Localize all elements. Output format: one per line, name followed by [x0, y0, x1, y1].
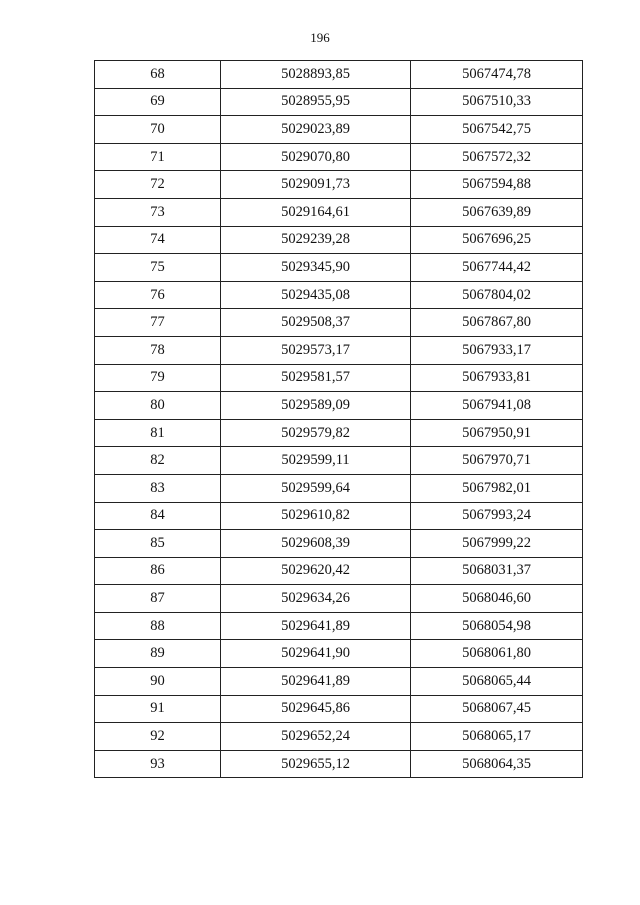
point-number-cell: 93 [95, 750, 221, 778]
table-row [95, 226, 583, 254]
table-row [95, 750, 583, 778]
y-coordinate-cell: 5067950,91 [411, 419, 583, 447]
x-coordinate-cell: 5029620,42 [221, 557, 411, 585]
x-coordinate-cell: 5029652,24 [221, 723, 411, 751]
x-coordinate-cell: 5029641,89 [221, 612, 411, 640]
point-number-cell: 69 [95, 88, 221, 116]
x-coordinate-cell: 5029164,61 [221, 198, 411, 226]
point-number-cell: 84 [95, 502, 221, 530]
y-coordinate-cell: 5067867,80 [411, 309, 583, 337]
coordinates-table-body [95, 61, 583, 778]
y-coordinate-cell: 5067639,89 [411, 198, 583, 226]
table-row [95, 61, 583, 89]
y-coordinate-cell: 5068031,37 [411, 557, 583, 585]
x-coordinate-cell: 5028955,95 [221, 88, 411, 116]
x-coordinate-cell: 5029589,09 [221, 392, 411, 420]
point-number-cell: 82 [95, 447, 221, 475]
point-number-cell: 86 [95, 557, 221, 585]
x-coordinate-cell: 5029579,82 [221, 419, 411, 447]
y-coordinate-cell: 5068067,45 [411, 695, 583, 723]
table-row [95, 612, 583, 640]
point-number-cell: 91 [95, 695, 221, 723]
point-number-cell: 78 [95, 336, 221, 364]
x-coordinate-cell: 5029599,11 [221, 447, 411, 475]
y-coordinate-cell: 5067982,01 [411, 474, 583, 502]
point-number-cell: 76 [95, 281, 221, 309]
y-coordinate-cell: 5068046,60 [411, 585, 583, 613]
table-row [95, 88, 583, 116]
table-row [95, 474, 583, 502]
y-coordinate-cell: 5067474,78 [411, 61, 583, 89]
point-number-cell: 68 [95, 61, 221, 89]
x-coordinate-cell: 5029634,26 [221, 585, 411, 613]
x-coordinate-cell: 5029239,28 [221, 226, 411, 254]
table-row [95, 530, 583, 558]
table-row [95, 557, 583, 585]
point-number-cell: 85 [95, 530, 221, 558]
y-coordinate-cell: 5067933,81 [411, 364, 583, 392]
y-coordinate-cell: 5067572,32 [411, 143, 583, 171]
point-number-cell: 90 [95, 668, 221, 696]
y-coordinate-cell: 5067993,24 [411, 502, 583, 530]
table-row [95, 364, 583, 392]
x-coordinate-cell: 5029581,57 [221, 364, 411, 392]
x-coordinate-cell: 5029645,86 [221, 695, 411, 723]
x-coordinate-cell: 5029508,37 [221, 309, 411, 337]
table-row [95, 392, 583, 420]
y-coordinate-cell: 5068065,17 [411, 723, 583, 751]
point-number-cell: 73 [95, 198, 221, 226]
y-coordinate-cell: 5068065,44 [411, 668, 583, 696]
table-row [95, 336, 583, 364]
y-coordinate-cell: 5067542,75 [411, 116, 583, 144]
point-number-cell: 87 [95, 585, 221, 613]
y-coordinate-cell: 5067696,25 [411, 226, 583, 254]
y-coordinate-cell: 5067804,02 [411, 281, 583, 309]
point-number-cell: 89 [95, 640, 221, 668]
y-coordinate-cell: 5067941,08 [411, 392, 583, 420]
point-number-cell: 74 [95, 226, 221, 254]
y-coordinate-cell: 5068054,98 [411, 612, 583, 640]
x-coordinate-cell: 5029091,73 [221, 171, 411, 199]
point-number-cell: 75 [95, 254, 221, 282]
point-number-cell: 72 [95, 171, 221, 199]
table-row [95, 419, 583, 447]
point-number-cell: 83 [95, 474, 221, 502]
table-row [95, 171, 583, 199]
point-number-cell: 88 [95, 612, 221, 640]
x-coordinate-cell: 5029573,17 [221, 336, 411, 364]
table-row [95, 640, 583, 668]
x-coordinate-cell: 5029610,82 [221, 502, 411, 530]
y-coordinate-cell: 5067594,88 [411, 171, 583, 199]
x-coordinate-cell: 5028893,85 [221, 61, 411, 89]
table-row [95, 447, 583, 475]
table-row [95, 585, 583, 613]
x-coordinate-cell: 5029608,39 [221, 530, 411, 558]
x-coordinate-cell: 5029070,80 [221, 143, 411, 171]
y-coordinate-cell: 5067970,71 [411, 447, 583, 475]
y-coordinate-cell: 5067510,33 [411, 88, 583, 116]
point-number-cell: 79 [95, 364, 221, 392]
table-row [95, 668, 583, 696]
y-coordinate-cell: 5067744,42 [411, 254, 583, 282]
point-number-cell: 92 [95, 723, 221, 751]
x-coordinate-cell: 5029655,12 [221, 750, 411, 778]
y-coordinate-cell: 5067933,17 [411, 336, 583, 364]
point-number-cell: 81 [95, 419, 221, 447]
y-coordinate-cell: 5068061,80 [411, 640, 583, 668]
table-row [95, 143, 583, 171]
table-row [95, 309, 583, 337]
x-coordinate-cell: 5029599,64 [221, 474, 411, 502]
coordinates-table [94, 60, 583, 778]
table-row [95, 502, 583, 530]
y-coordinate-cell: 5067999,22 [411, 530, 583, 558]
x-coordinate-cell: 5029023,89 [221, 116, 411, 144]
table-row [95, 116, 583, 144]
table-row [95, 198, 583, 226]
x-coordinate-cell: 5029345,90 [221, 254, 411, 282]
point-number-cell: 77 [95, 309, 221, 337]
point-number-cell: 80 [95, 392, 221, 420]
table-row [95, 254, 583, 282]
point-number-cell: 70 [95, 116, 221, 144]
x-coordinate-cell: 5029641,89 [221, 668, 411, 696]
x-coordinate-cell: 5029435,08 [221, 281, 411, 309]
table-row [95, 281, 583, 309]
table-row [95, 695, 583, 723]
page-number: 196 [310, 30, 330, 45]
y-coordinate-cell: 5068064,35 [411, 750, 583, 778]
point-number-cell: 71 [95, 143, 221, 171]
x-coordinate-cell: 5029641,90 [221, 640, 411, 668]
table-row [95, 723, 583, 751]
